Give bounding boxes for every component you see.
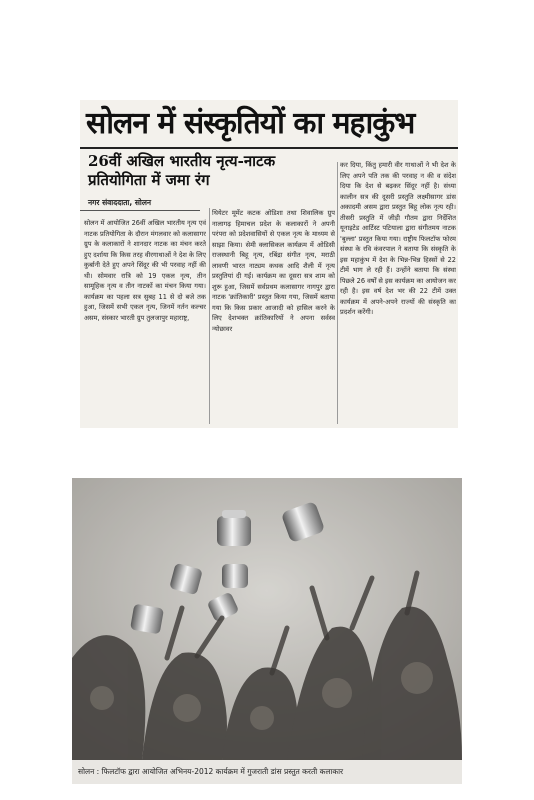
byline: नगर संवाददाता, सोलन xyxy=(88,198,152,207)
article-column-2: थियेटर मूमेंट कटक ओडिशा तथा शिवालिक ग्रुप नालागढ़ हिमाचल प्रदेश के कलाकारों ने अपनी परंपरा को प्रदेशवासियों से एकल नृत्य के माध्यम से साझा किया। सेमी क्लासिकल कार्यक्रम में ओडिसी राजस्थानी बिहू नृत्य, रबिंद्रा संगीत नृत्य, मराठी लावणी भारत नाट्यम कथक आदि शैली में नृत्य प्रस्तुतियां दी गईं। कार्यक्रम का दूसरा सत्र शाम को शुरू हुआ, जिसमें सर्वप्रथम कलासागर नागपुर द्वारा नाटक 'क्रांतिकारी' प्रस्तुत किया गया, जिसमें बताया गया कि किस प्रकार आजादी को हासिल करने के लिए देशभक्त क्रांतिकारियों ने अपना सर्वस्व न्योछावर xyxy=(212,209,335,333)
newspaper-clipping xyxy=(80,100,458,428)
headline: सोलन में संस्कृतियों का महाकुंभ xyxy=(86,106,415,141)
dancers-with-pots-image xyxy=(72,478,462,760)
subheadline: 26वीं अखिल भारतीय नृत्य-नाटक प्रतियोगिता में जमा रंग xyxy=(88,152,276,189)
metal-pot-4 xyxy=(222,564,248,588)
article-column-3: कर दिया, किंतु हमारी वीर गाथाओं ने भी देश के लिए अपने पति तक की परवाह न की व संदेश दिया कि देश से बढ़कर सिंदूर नहीं है। संध्या कालीन सत्र की दूसरी प्रस्तुति लक्ष्मीसागर डांस अकादमी असम द्वारा प्रस्तुत बिहू लोक नृत्य रही। तीसरी प्रस्तुति में जीड़ी गौतम द्वारा निर्देशित यूनाइटेड आर्टिस्ट पटियाला द्वारा संगीतमय नाटक 'बुल्ला' प्रस्तुत किया गया। राष्ट्रीय फिलटॉफ फोरम संस्था के रवि कंवरपाल ने बताया कि संस्कृति के इस महाकुंभ में देश के भिन्न-भिन्न हिस्सों से 22 टीमें भाग ले रही हैं। उन्होंने बताया कि संस्था पिछले 26 वर्षों से इस कार्यक्रम का आयोजन कर रही है। इस वर्ष देश भर की 22 टीमें उक्त कार्यक्रम में अपने-अपने राज्यों की संस्कृति का प्रदर्शन करेंगी। xyxy=(340,161,456,316)
metal-pot-6 xyxy=(130,604,164,635)
column-divider xyxy=(337,162,338,424)
byline-rule xyxy=(80,210,200,211)
article-column-1: सोलन में आयोजित 26वीं अखिल भारतीय नृत्य एवं नाटक प्रतियोगिता के दौरान मंगलवार को कलासागर ग्रुप के कलाकारों ने शानदार नाटक का मंचन करते हुए दर्शाया कि किस तरह वीरगाथाओं ने देश के लिए कुर्बानी देते हुए अपने सिंदूर की भी परवाह नहीं की थी। सोमवार रात्रि को 19 एकल नृत्य, तीन सामूहिक नृत्य व तीन नाटकों का मंचन किया गया। कार्यक्रम का पहला सत्र सुबह 11 से दो बजे तक हुआ, जिसमें सभी एकल नृत्य, जिनमें नर्तन कल्चर असम, संस्कार भारती ग्रुप तुलजापुर महाराष्ट्र, xyxy=(84,219,206,322)
metal-pot-1 xyxy=(217,510,251,546)
column-divider xyxy=(209,208,210,424)
headline-rule xyxy=(80,147,458,149)
dance-photo xyxy=(72,478,462,784)
photo-caption: सोलन : फिलटॉफ द्वारा आयोजित अभिनय-2012 कार्यक्रम में गुजराती डांस प्रस्तुत करती कलाकार xyxy=(72,760,462,784)
